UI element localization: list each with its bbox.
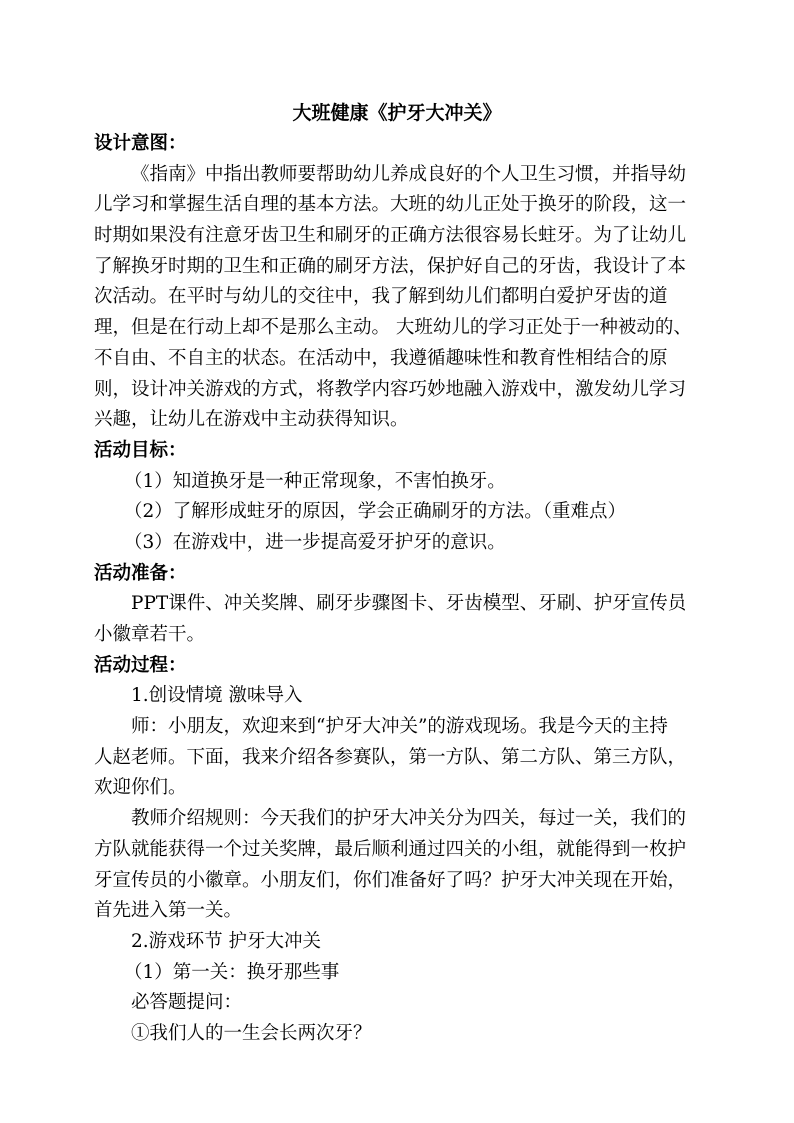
step-title: 1.创设情境 激味导入	[131, 685, 303, 707]
document-body	[94, 129, 706, 1050]
paragraph-line: 牙宣传员的小徽章。小朋友们，你们准备好了吗？护牙大冲关现在开始，	[94, 869, 687, 891]
question-item: ①我们人的一生会长两次牙？	[131, 1022, 372, 1044]
paragraph-line: 欢迎你们。	[94, 777, 187, 799]
question-heading: 必答题提问：	[131, 992, 243, 1014]
paragraph-line: 小徽章若干。	[94, 624, 206, 645]
goal-item: （3）在游戏中，进一步提高爱牙护牙的意识。	[124, 531, 506, 553]
paragraph-line: 师：小朋友，欢迎来到“护牙大冲关”的游戏现场。我是今天的主持	[131, 716, 668, 738]
paragraph-line: 首先进入第一关。	[94, 900, 243, 922]
document-title: 大班健康《护牙大冲关》	[292, 102, 502, 124]
paragraph-line: 《指南》中指出教师要帮助幼儿养成良好的个人卫生习惯，并指导幼	[131, 163, 687, 185]
paragraph-line: 兴趣，让幼儿在游戏中主动获得知识。	[94, 409, 409, 431]
section-heading-design-intent: 设计意图：	[94, 133, 187, 154]
paragraph-line: 方队就能获得一个过关奖牌，最后顺利通过四关的小组，就能得到一枚护	[94, 838, 687, 860]
paragraph-line: 次活动。在平时与幼儿的交往中，我了解到幼儿们都明白爱护牙齿的道	[94, 286, 668, 308]
goal-item: （2）了解形成蛀牙的原因，学会正确刷牙的方法。（重难点）	[124, 501, 627, 523]
paragraph-line: 不自由、不自主的状态。在活动中，我遵循趣味性和教育性相结合的原	[94, 347, 668, 369]
level-title: （1）第一关：换牙那些事	[124, 961, 340, 983]
step-title: 2.游戏环节 护牙大冲关	[131, 930, 322, 952]
paragraph-line: 理，但是在行动上却不是那么主动。 大班幼儿的学习正处于一种被动的、	[94, 317, 692, 339]
paragraph-line: 儿学习和掌握生活自理的基本方法。大班的幼儿正处于换牙的阶段，这一	[94, 194, 687, 216]
paragraph-line: 则，设计冲关游戏的方式，将教学内容巧妙地融入游戏中，激发幼儿学习	[94, 378, 687, 400]
paragraph-line: 时期如果没有注意牙齿卫生和刷牙的正确方法很容易长蛀牙。为了让幼儿	[94, 225, 687, 247]
goal-item: （1）知道换牙是一种正常现象，不害怕换牙。	[124, 470, 506, 492]
section-heading-preparation: 活动准备：	[94, 562, 187, 584]
paragraph-line: PPT课件、冲关奖牌、刷牙步骤图卡、牙齿模型、牙刷、护牙宣传员	[131, 593, 687, 615]
section-heading-process: 活动过程：	[94, 654, 187, 676]
paragraph-line: 人赵老师。下面，我来介绍各参赛队，第一方队、第二方队、第三方队，	[94, 746, 687, 768]
paragraph-line: 教师介绍规则：今天我们的护牙大冲关分为四关，每过一关，我们的	[131, 808, 687, 830]
paragraph-line: 了解换牙时期的卫生和正确的刷牙方法，保护好自己的牙齿，我设计了本	[94, 255, 687, 277]
section-heading-goals: 活动目标：	[94, 439, 187, 461]
